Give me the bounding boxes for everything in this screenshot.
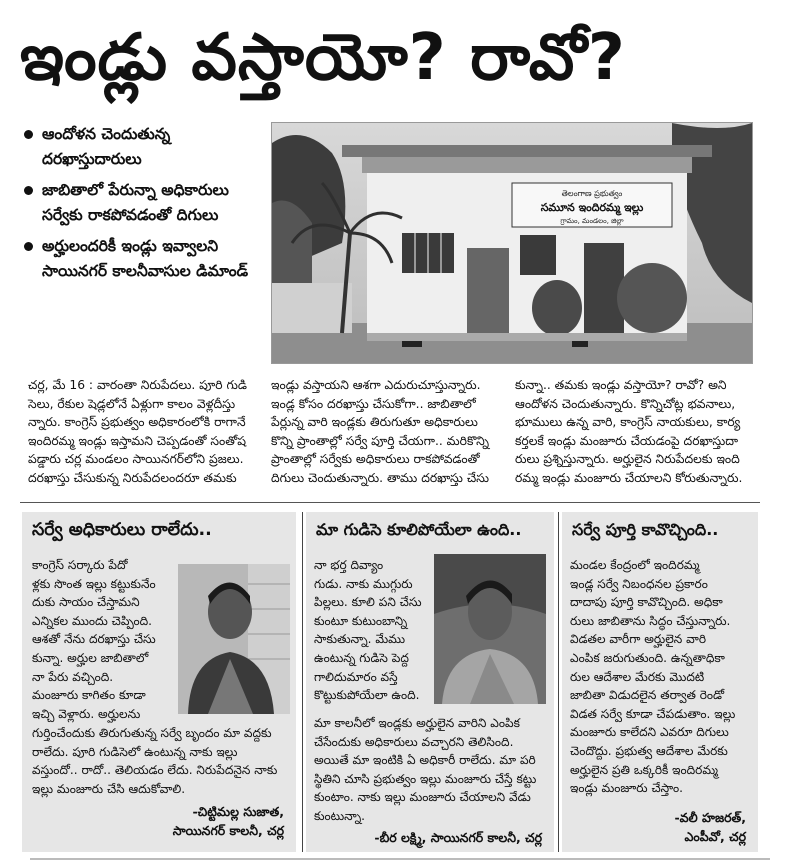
bullet-list [22,122,267,290]
box-body-bottom: మా కాలనీలో ఇండ్లకు అర్హులైన వారిని ఎంపిక చేసేందుకు అధికారులు వచ్చారని తెలిసింది. అయితే మా ఇంటికి ఏ అధికారీ రాలేదు. మా పరి స్థితిని చూసి ప్రభుత్వం ఇల్లు మంజూరు చేస్తే కట్టు కుంటాం. నాకు ఇల్లు మంజూరు చేయాలని వేడు కుంటున్నా. [314,716,537,823]
box-title: మా గుడిసె కూలిపోయేలా ఉంది.. [316,520,522,539]
bullet-item [22,122,267,172]
column-divider [302,512,303,852]
footer-rule [30,858,770,860]
bullet-icon [24,242,33,251]
bullet-item [22,234,267,284]
box-title: సర్వే అధికారులు రాలేదు.. [32,520,212,540]
bullet-text: ఆందోళన చెందుతున్న దరఖాస్తుదారులు [42,125,171,168]
portrait-photo [178,564,290,714]
sign-line2: సమూన ఇందిరమ్మ ఇల్లు [540,201,644,214]
quote-box-sujatha [22,512,296,852]
column-divider [558,512,559,852]
box-body-bottom: గుర్తించేందుకు తిరుగుతున్న సర్వే బృందం మా వద్దకు రాలేదు. పూరి గుడిసెలో ఉంటున్న నాకు ఇల్లు వస్తుందో.. రాదో.. తెలియడం లేదు. నిరుపేదనైన నాకు ఇల్లు మంజూరు చేసి ఆదుకోవాలి. [32,726,278,796]
box-signature: -చిట్టిమల్ల సుజాత, సాయినగర్ కాలనీ, చర్ల [172,804,284,838]
box-body: మండల కేంద్రంలో ఇందిరమ్మ ఇండ్ల సర్వే నిబంధనల ప్రకారం దాదాపు పూర్తి కావొచ్చింది. అధికా రులు జాబితాను సిద్ధం చేస్తున్నారు. విడతల వారీగా అర్హులైన వారి ఎంపిక జరుగుతుంది. ఉన్నతాధికా రుల ఆదేశాల మేరకు మొదటి జాబితా విడుదలైన తర్వాత రెండో విడత సర్వే కూడా చేపడుతాం. ఇల్లు మంజూరు కాలేదని ఎవరూ దిగులు చెందొద్దు. ప్రభుత్వ ఆదేశాల మేరకు అర్హులైన ప్రతి ఒక్కరికీ ఇందిరమ్మ ఇండ్లు మంజూరు చేస్తాం. [570,558,736,796]
bullet-icon [24,186,33,195]
box-body-top: కాంగ్రెస్ సర్కారు పేదో ళ్లకు సొంత ఇల్లు కట్టుకునేం దుకు సాయం చేస్తామని ఎన్నికల ముందు చెప్పింది. ఆశతో నేను దరఖాస్తు చేసు కున్నా. అర్హుల జాబితాలో నా పేరు వచ్చింది. మంజూరు కాగితం కూడా ఇచ్చి వెళ్లారు. అర్హులను [32,558,156,721]
bullet-text: జాబితాలో పేరున్నా అధికారులు సర్వేకు రాకపోవడంతో దిగులు [42,181,229,224]
box-body-top: నా భర్త దివ్యాం గుడు. నాకు ముగ్గురు పిల్లలు. కూలి పని చేసు కుంటూ కుటుంబాన్ని సాకుతున్నా. మేము ఉంటున్న గుడిసె పెద్ద గాలిదుమారం వస్తే కొట్టుకుపోయేలా ఉంది. [314,558,422,703]
bullet-icon [24,130,33,139]
quote-box-official [562,512,758,852]
sign-line3: గ్రామం, మండలం, జిల్లా [560,217,624,225]
quote-box-lakshmi [306,512,554,852]
lead-column-2: ఇండ్లు వస్తాయని ఆశగా ఎదురుచూస్తున్నారు. ఇండ్ల కోసం దరఖాస్తు చేసుకోగా.. జాబితాలో పేర్లున్న వారి ఇండ్లకు తిరుగుతూ అధికారులు కొన్ని ప్రాంతాల్లో సర్వే పూర్తి చేయగా.. మరికొన్ని ప్రాంతాల్లో సర్వేకు అధికారులు రాకపోవడంతో దిగులు చెందుతున్నారు. తాము దరఖాస్తు చేసు [271,378,490,485]
bullet-text: అర్హులందరికీ ఇండ్లు ఇవ్వాలని సాయినగర్ కాలనీవాసుల డిమాండ్ [42,237,249,280]
lead-column-3: కున్నా.. తమకు ఇండ్లు వస్తాయో? రావో? అని ఆందోళన చెందుతున్నారు. కొన్నిచోట్ల భవనాలు, భూములు ఉన్న వారి, కాంగ్రెస్ నాయకులు, కార్య కర్తలకే ఇండ్లు మంజూరు చేయడంపై దరఖాస్తుదా రులు ప్రశ్నిస్తున్నారు. అర్హులైన నిరుపేదలకు ఇంది రమ్మ ఇండ్లు మంజూరు చేయాలని కోరుతున్నారు. [515,378,743,485]
sign-line1: తెలంగాణ ప్రభుత్వం [561,189,623,198]
box-signature: -వలీ హజరత్, ఎంపీవో, చర్ల [674,810,746,844]
lead-column-1: చర్ల, మే 16 : వారంతా నిరుపేదలు. పూరి గుడి సెలు, రేకుల షెడ్లలోనే ఏళ్లుగా కాలం వెళ్లదీస్తు న్నారు. కాంగ్రెస్ ప్రభుత్వం అధికారంలోకి రాగానే ఇందిరమ్మ ఇండ్లు ఇస్తామని చెప్పడంతో సంతోష పడ్డారు చర్ల మండలం సాయినగర్‌లోని ప్రజలు. దరఖాస్తు చేసుకున్న నిరుపేదలందరూ తమకు [28,378,247,485]
bullet-item [22,178,267,228]
house-photo [271,122,753,364]
box-signature: -బీర లక్ష్మి, సాయినగర్ కాలనీ, చర్ల [374,830,542,845]
divider [20,502,760,503]
headline: ఇండ్లు వస్తాయో? రావో? [20,21,626,95]
box-title: సర్వే పూర్తి కావొచ్చింది.. [572,520,719,539]
portrait-photo [434,554,546,704]
